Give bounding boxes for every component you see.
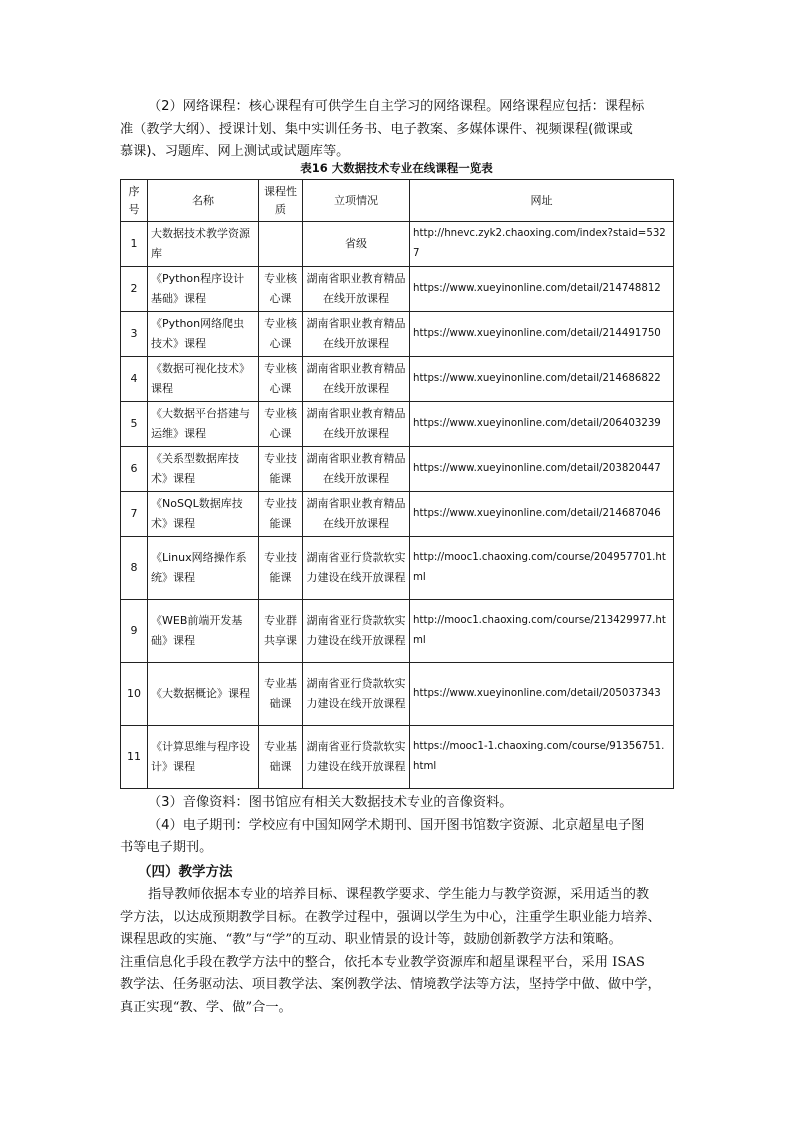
header-type: 课程性质 — [259, 180, 303, 222]
cell-project: 省级 — [303, 222, 410, 267]
cell-type: 专业核心课 — [259, 357, 303, 402]
cell-name: 《Linux网络操作系统》课程 — [148, 537, 259, 600]
cell-url[interactable]: https://www.xueyinonline.com/detail/203820447 — [410, 447, 674, 492]
cell-name: 《关系型数据库技术》课程 — [148, 447, 259, 492]
cell-url[interactable]: https://www.xueyinonline.com/detail/206403239 — [410, 402, 674, 447]
cell-no: 5 — [121, 402, 148, 447]
cell-name: 《计算思维与程序设计》课程 — [148, 726, 259, 789]
cell-name: 《WEB前端开发基础》课程 — [148, 600, 259, 663]
cell-project: 湖南省亚行贷款软实力建设在线开放课程 — [303, 537, 410, 600]
cell-project: 湖南省亚行贷款软实力建设在线开放课程 — [303, 600, 410, 663]
cell-type — [259, 222, 303, 267]
cell-url[interactable]: https://www.xueyinonline.com/detail/214491750 — [410, 312, 674, 357]
intro-line: 准（教学大纲）、授课计划、集中实训任务书、电子教案、多媒体课件、视频课程(微课或 — [120, 121, 633, 137]
cell-project: 湖南省职业教育精品在线开放课程 — [303, 312, 410, 357]
audio-line: （3）音像资料：图书馆应有相关大数据技术专业的音像资料。 — [148, 795, 513, 810]
cell-type: 专业技能课 — [259, 447, 303, 492]
journal-line: （4）电子期刊：学校应有中国知网学术期刊、国开图书馆数字资源、北京超星电子图 — [148, 817, 645, 833]
intro-line: （2）网络课程：核心课程有可供学生自主学习的网络课程。网络课程应包括：课程标 — [148, 99, 645, 114]
table-row — [121, 357, 674, 402]
method-line: 指导教师依据本专业的培养目标、课程教学要求、学生能力与教学资源，采用适当的教 — [148, 887, 650, 902]
cell-project: 湖南省职业教育精品在线开放课程 — [303, 492, 410, 537]
header-project: 立项情况 — [303, 180, 410, 222]
cell-url[interactable]: https://www.xueyinonline.com/detail/214687046 — [410, 492, 674, 537]
cell-no: 8 — [121, 537, 148, 600]
cell-no: 11 — [121, 726, 148, 789]
cell-project: 湖南省职业教育精品在线开放课程 — [303, 402, 410, 447]
cell-project: 湖南省亚行贷款软实力建设在线开放课程 — [303, 663, 410, 726]
intro-paragraph — [120, 96, 676, 164]
resources-paragraph — [120, 792, 676, 860]
table-row — [121, 600, 674, 663]
cell-no: 7 — [121, 492, 148, 537]
cell-name: 《数据可视化技术》课程 — [148, 357, 259, 402]
method-line: 注重信息化手段在教学方法中的整合，依托本专业教学资源库和超星课程平台，采用 ISAS — [120, 954, 645, 970]
header-no: 序号 — [121, 180, 148, 222]
cell-project: 湖南省职业教育精品在线开放课程 — [303, 447, 410, 492]
table-row — [121, 222, 674, 267]
cell-url[interactable]: http://mooc1.chaoxing.com/course/213429977.html — [410, 600, 674, 663]
cell-type: 专业基础课 — [259, 726, 303, 789]
cell-project: 湖南省亚行贷款软实力建设在线开放课程 — [303, 726, 410, 789]
teaching-method-paragraph — [120, 884, 676, 1019]
table-header-row — [121, 180, 674, 222]
section-title: （四）教学方法 — [138, 864, 233, 880]
cell-name: 《大数据概论》课程 — [148, 663, 259, 726]
cell-type: 专业核心课 — [259, 402, 303, 447]
cell-no: 2 — [121, 267, 148, 312]
cell-name: 《Python程序设计基础》课程 — [148, 267, 259, 312]
cell-type: 专业基础课 — [259, 663, 303, 726]
cell-no: 1 — [121, 222, 148, 267]
method-line: 教学法、任务驱动法、项目教学法、案例教学法、情境教学法等方法，坚持学中做、做中学， — [120, 977, 661, 992]
header-name: 名称 — [148, 180, 259, 222]
cell-type: 专业技能课 — [259, 492, 303, 537]
cell-url[interactable]: http://hnevc.zyk2.chaoxing.com/index?staid=5327 — [410, 222, 674, 267]
cell-no: 4 — [121, 357, 148, 402]
table-row — [121, 492, 674, 537]
method-line: 真正实现“教、学、做”合一。 — [120, 999, 292, 1015]
cell-no: 3 — [121, 312, 148, 357]
cell-url[interactable]: https://www.xueyinonline.com/detail/214748812 — [410, 267, 674, 312]
header-url: 网址 — [410, 180, 674, 222]
table-row — [121, 537, 674, 600]
cell-project: 湖南省职业教育精品在线开放课程 — [303, 357, 410, 402]
table-caption: 表16 大数据技术专业在线课程一览表 — [300, 161, 493, 175]
cell-type: 专业核心课 — [259, 267, 303, 312]
cell-name: 《大数据平台搭建与运维》课程 — [148, 402, 259, 447]
method-line: 学方法，以达成预期教学目标。在教学过程中，强调以学生为中心，注重学生职业能力培养、 — [120, 909, 661, 925]
cell-url[interactable]: https://www.xueyinonline.com/detail/214686822 — [410, 357, 674, 402]
cell-url[interactable]: http://mooc1.chaoxing.com/course/204957701.html — [410, 537, 674, 600]
table-row — [121, 312, 674, 357]
cell-type: 专业群共享课 — [259, 600, 303, 663]
table-row — [121, 663, 674, 726]
cell-name: 《NoSQL数据库技术》课程 — [148, 492, 259, 537]
table-row — [121, 267, 674, 312]
journal-line: 书等电子期刊。 — [120, 840, 213, 855]
cell-no: 6 — [121, 447, 148, 492]
cell-url[interactable]: https://www.xueyinonline.com/detail/205037343 — [410, 663, 674, 726]
cell-url[interactable]: https://mooc1-1.chaoxing.com/course/91356751.html — [410, 726, 674, 789]
cell-type: 专业核心课 — [259, 312, 303, 357]
table-row — [121, 402, 674, 447]
table-row — [121, 726, 674, 789]
cell-name: 《Python网络爬虫技术》课程 — [148, 312, 259, 357]
table-row — [121, 447, 674, 492]
cell-no: 9 — [121, 600, 148, 663]
cell-name: 大数据技术教学资源库 — [148, 222, 259, 267]
cell-type: 专业技能课 — [259, 537, 303, 600]
intro-line: 慕课)、习题库、网上测试或试题库等。 — [120, 144, 350, 159]
cell-project: 湖南省职业教育精品在线开放课程 — [303, 267, 410, 312]
online-courses-table — [120, 179, 674, 789]
cell-no: 10 — [121, 663, 148, 726]
method-line: 课程思政的实施、“教”与“学”的互动、职业情景的设计等，鼓励创新教学方法和策略。 — [120, 932, 622, 947]
